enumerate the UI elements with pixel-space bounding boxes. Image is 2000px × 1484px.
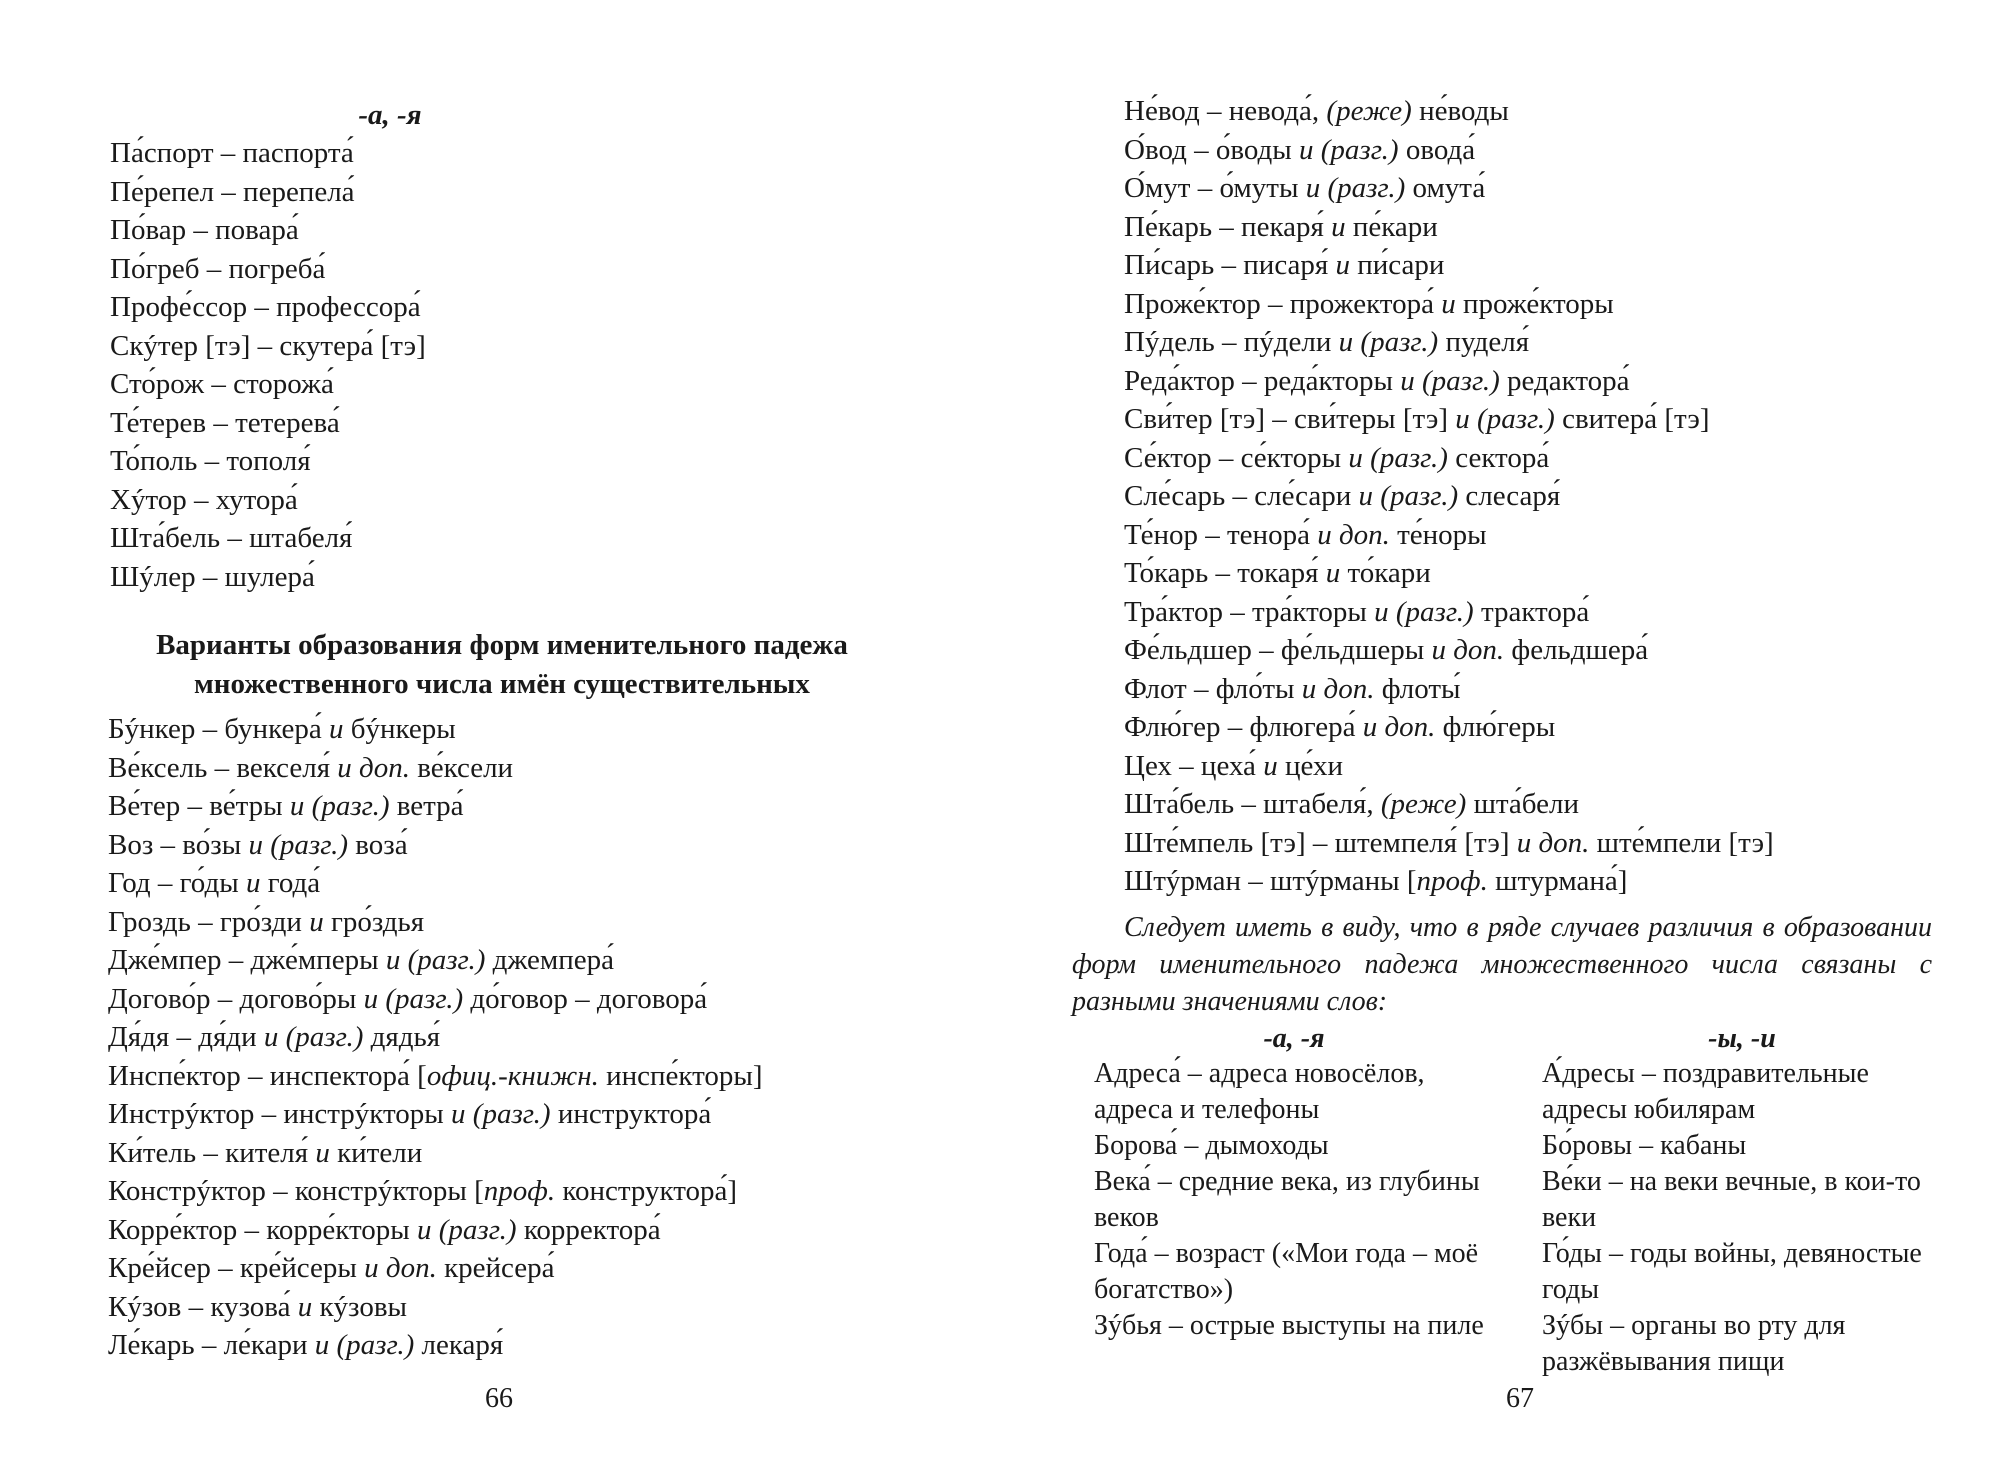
column-y-i: [1542, 1022, 1952, 1380]
usage-mark: и (разг.): [417, 1213, 517, 1246]
entry-text: Те́нор – тенора́: [1124, 518, 1318, 551]
entry-text: Пýдель – пýдели: [1124, 326, 1339, 358]
entry-text: ште́мпели [тэ]: [1589, 826, 1774, 859]
usage-mark: и доп.: [1516, 826, 1590, 859]
entry-text: Фе́льдшер – фе́льдшеры: [1124, 634, 1432, 666]
list-item: По́греб – погреба́: [110, 252, 326, 285]
usage-mark: и (разг.): [1338, 326, 1439, 358]
entry-text: Се́ктор – се́кторы: [1124, 441, 1349, 474]
usage-mark: и (разг.): [1358, 480, 1459, 512]
list-item: [1124, 554, 1984, 593]
entry-text: О́вод – о́воды: [1124, 133, 1300, 166]
entry-text: Дже́мпер – дже́мперы: [108, 944, 386, 976]
entry-text: Кýзов – кузова́: [108, 1290, 298, 1323]
entry-text: инспе́кторы]: [598, 1059, 763, 1092]
entry-text: Пе́карь – пекаря́: [1124, 210, 1332, 243]
list-item: [1124, 439, 1984, 478]
list-item: [1124, 747, 1984, 786]
section-title: Варианты образования форм именительного падежа множественного числа имён существительных: [156, 629, 848, 700]
entry-text: пе́кари: [1345, 210, 1438, 243]
list-item: [1124, 169, 1984, 208]
entry-text: Сле́сарь – сле́сари: [1124, 480, 1359, 512]
list-item: То́поль – тополя́: [110, 445, 311, 477]
entry-text: кýзовы: [312, 1290, 408, 1323]
usage-mark: проф.: [1416, 865, 1488, 897]
entry-text: конструктора́]: [555, 1175, 738, 1207]
column-a-ya: [1094, 1022, 1504, 1344]
list-item: [108, 1172, 970, 1211]
usage-mark: и (разг.): [314, 1329, 415, 1361]
meaning-entry: Ве́ки – на веки вечные, в кои-то веки: [1542, 1165, 1921, 1233]
usage-mark: и (разг.): [451, 1098, 551, 1130]
usage-mark: и (разг.): [1455, 403, 1555, 435]
entry-text: Ве́тер – ве́тры: [108, 790, 290, 822]
page-number: 67: [1506, 1383, 1534, 1414]
list-item: Шýлер – шулера́: [110, 560, 315, 593]
list-item: [108, 1288, 970, 1327]
left-page-content: [110, 96, 970, 1365]
entry-text: слесаря́: [1458, 480, 1561, 512]
list-item: [108, 903, 970, 942]
entry-text: Сви́тер [тэ] – сви́теры [тэ]: [1124, 403, 1456, 435]
usage-mark: (реже): [1380, 788, 1467, 820]
entry-text: Проже́ктор – прожектора́: [1124, 287, 1442, 320]
entry-text: ветра́: [389, 790, 464, 822]
usage-mark: и доп.: [1362, 711, 1436, 743]
list-item: [108, 710, 970, 749]
entry-text: до́говор – договора́: [463, 982, 708, 1015]
entry-text: свитера́ [тэ]: [1554, 403, 1710, 435]
entry-text: пи́сари: [1350, 249, 1445, 281]
entry-text: Флот – фло́ты: [1124, 672, 1302, 705]
list-item: Те́терев – тетерева́: [110, 406, 340, 439]
list-item: [1124, 708, 1984, 747]
ending-subheading: -а, -я: [358, 99, 422, 131]
meaning-entry: Адреса́ – адреса новосёлов, адреса и телефоны: [1094, 1057, 1425, 1125]
entry-text: корректора́: [516, 1213, 661, 1246]
usage-mark: и: [315, 1136, 330, 1169]
entry-text: Штýрман – штýрманы [: [1124, 865, 1417, 897]
usage-mark: и: [1331, 210, 1346, 243]
entry-text: Инстрýктор – инстрýкторы: [108, 1098, 452, 1130]
list-item: [1124, 362, 1984, 401]
entry-text: Инспе́ктор – инспектора́ [: [108, 1059, 427, 1092]
usage-mark: и (разг.): [1374, 595, 1474, 628]
entry-text: гро́здья: [323, 905, 425, 938]
entry-text: фельдшера́: [1504, 634, 1649, 666]
list-item: [108, 980, 970, 1019]
entry-text: Ле́карь – ле́кари: [108, 1329, 315, 1361]
list-item: [1124, 131, 1984, 170]
list-item: По́вар – повара́: [110, 214, 299, 246]
list-item: [108, 787, 970, 826]
entry-text: Пи́сарь – писаря́: [1124, 249, 1336, 281]
entry-text: Флю́гер – флюгера́: [1124, 711, 1363, 743]
list-item: Па́спорт – паспорта́: [110, 137, 354, 169]
entry-text: не́воды: [1411, 95, 1509, 127]
usage-mark: и (разг.): [248, 828, 349, 861]
word-list-variants-continued: [1124, 92, 1984, 901]
list-item: [1124, 631, 1984, 670]
list-item: [1124, 400, 1984, 439]
entry-text: Ки́тель – кителя́: [108, 1136, 316, 1169]
entry-text: то́кари: [1340, 557, 1431, 589]
word-list-a-ya: [110, 134, 970, 596]
entry-text: Воз – во́зы: [108, 828, 249, 861]
entry-text: це́хи: [1277, 749, 1343, 782]
list-item: Профе́ссор – профессора́: [110, 291, 421, 323]
entry-text: Год – го́ды: [108, 867, 246, 899]
entry-text: Корре́ктор – корре́кторы: [108, 1213, 417, 1246]
usage-mark: и доп.: [1317, 518, 1390, 551]
meaning-entry: Бо́ровы – кабаны: [1542, 1129, 1747, 1161]
usage-mark: и (разг.): [363, 982, 464, 1015]
list-item: Сто́рож – сторожа́: [110, 368, 334, 400]
entry-text: Кре́йсер – кре́йсеры: [108, 1252, 365, 1284]
list-item: [108, 749, 970, 788]
meaning-entry: Зýбы – органы во рту для разжёвывания пищи: [1542, 1309, 1846, 1377]
list-item: [1124, 824, 1984, 863]
meaning-entry: Века́ – средние века, из глубины веков: [1094, 1165, 1480, 1233]
list-item: [1124, 92, 1984, 131]
usage-mark: и: [1325, 557, 1341, 589]
entry-text: омута́: [1405, 172, 1486, 204]
entry-text: Цех – цеха́: [1124, 749, 1264, 782]
list-item: [108, 1211, 970, 1250]
list-item: [108, 1057, 970, 1096]
entry-text: сектора́: [1447, 441, 1550, 474]
entry-text: О́мут – о́муты: [1124, 172, 1306, 204]
list-item: [108, 1249, 970, 1288]
entry-text: Догово́р – догово́ры: [108, 982, 364, 1015]
list-item: [1124, 593, 1984, 632]
entry-text: То́карь – токаря́: [1124, 557, 1326, 589]
entry-text: редактора́: [1499, 364, 1630, 397]
list-item: [1124, 285, 1984, 324]
entry-text: овода́: [1398, 133, 1476, 166]
entry-text: Ве́ксель – векселя́: [108, 751, 338, 784]
entry-text: шта́бели: [1466, 788, 1580, 820]
meaning-entry: А́дресы – поздравительные адресы юбилярам: [1542, 1057, 1869, 1125]
entry-text: пуделя́: [1438, 326, 1530, 358]
list-item: [108, 1134, 970, 1173]
note-paragraph: Следует иметь в виду, что в ряде случаев различия в образовании форм именительного падежа множественного числа связаны с разными значениями слов:: [1072, 911, 1932, 1017]
list-item: Скýтер [тэ] – скутера́ [тэ]: [110, 329, 426, 362]
column-head-y-i: -ы, -и: [1708, 1022, 1776, 1054]
entry-text: года́: [260, 867, 321, 899]
usage-mark: и (разг.): [1299, 133, 1399, 166]
entry-text: Реда́ктор – реда́кторы: [1124, 364, 1401, 397]
usage-mark: и доп.: [364, 1252, 437, 1284]
entry-text: Дя́дя – дя́ди: [108, 1021, 264, 1053]
usage-mark: и: [1335, 249, 1351, 281]
list-item: [108, 1326, 970, 1365]
entry-text: Констрýктор – констрýкторы [: [108, 1175, 484, 1207]
list-item: [108, 941, 970, 980]
usage-mark: и: [245, 867, 261, 899]
list-item: [1124, 785, 1984, 824]
entry-text: Тра́ктор – тра́кторы: [1124, 595, 1375, 628]
usage-mark: офиц.-книжн.: [426, 1059, 599, 1092]
list-item: [108, 1095, 970, 1134]
usage-mark: и (разг.): [289, 790, 390, 822]
list-item: [1124, 208, 1984, 247]
usage-mark: и: [1263, 749, 1278, 782]
list-item: [1124, 516, 1984, 555]
right-page: [1000, 0, 2000, 1484]
list-item: Хýтор – хутора́: [110, 483, 298, 516]
usage-mark: проф.: [483, 1175, 556, 1207]
meaning-entry: Зýбья – острые выступы на пиле: [1094, 1309, 1484, 1341]
entry-text: Бýнкер – бункера́: [108, 713, 329, 745]
entry-text: дядья́: [363, 1021, 441, 1053]
entry-text: Шта́бель – штабеля́,: [1124, 788, 1381, 820]
usage-mark: и (разг.): [263, 1021, 364, 1053]
list-item: [1124, 862, 1984, 901]
entry-text: проже́кторы: [1455, 287, 1614, 320]
word-list-variants: [108, 710, 970, 1365]
entry-text: Ште́мпель [тэ] – штемпеля́ [тэ]: [1124, 826, 1517, 859]
list-item: [1124, 246, 1984, 285]
usage-mark: и: [1441, 287, 1456, 320]
entry-text: лекаря́: [414, 1329, 504, 1361]
meaning-entry: Борова́ – дымоходы: [1094, 1129, 1329, 1161]
entry-text: крейсера́: [436, 1252, 555, 1284]
entry-text: штурмана́]: [1487, 865, 1628, 897]
usage-mark: и: [328, 713, 344, 745]
usage-mark: и: [297, 1290, 313, 1323]
column-head-a-ya: -а, -я: [1263, 1022, 1325, 1054]
entry-text: флю́геры: [1435, 711, 1556, 743]
usage-mark: и доп.: [1301, 672, 1375, 705]
usage-mark: и (разг.): [385, 944, 486, 976]
list-item: Шта́бель – штабеля́: [110, 522, 353, 554]
entry-text: ки́тели: [329, 1136, 423, 1169]
page-number: 66: [485, 1383, 513, 1414]
list-item: [108, 826, 970, 865]
usage-mark: и: [309, 905, 324, 938]
entry-text: Не́вод – невода́,: [1124, 95, 1327, 127]
entry-text: воза́: [348, 828, 408, 861]
usage-mark: и доп.: [337, 751, 410, 784]
list-item: [1124, 477, 1984, 516]
list-item: Пе́репел – перепела́: [110, 175, 355, 208]
list-item: [108, 864, 970, 903]
entry-text: трактора́: [1473, 595, 1590, 628]
entry-text: инструктора́: [550, 1098, 712, 1130]
entry-text: бýнкеры: [343, 713, 456, 745]
entry-text: те́норы: [1389, 518, 1487, 551]
list-item: [108, 1018, 970, 1057]
usage-mark: (реже): [1326, 95, 1412, 127]
usage-mark: и (разг.): [1305, 172, 1406, 204]
usage-mark: и доп.: [1431, 634, 1505, 666]
entry-text: флоты́: [1374, 672, 1461, 705]
meaning-entry: Го́ды – годы войны, девяностые годы: [1542, 1237, 1922, 1305]
entry-text: Гроздь – гро́зди: [108, 905, 310, 938]
list-item: [1124, 670, 1984, 709]
meaning-entry: Года́ – возраст («Мои года – моё богатство»): [1094, 1237, 1479, 1305]
usage-mark: и (разг.): [1348, 441, 1448, 474]
right-page-content: [1072, 92, 1984, 1377]
entry-text: ве́ксели: [409, 751, 514, 784]
list-item: [1124, 323, 1984, 362]
usage-mark: и (разг.): [1400, 364, 1500, 397]
entry-text: джемпера́: [485, 944, 615, 976]
